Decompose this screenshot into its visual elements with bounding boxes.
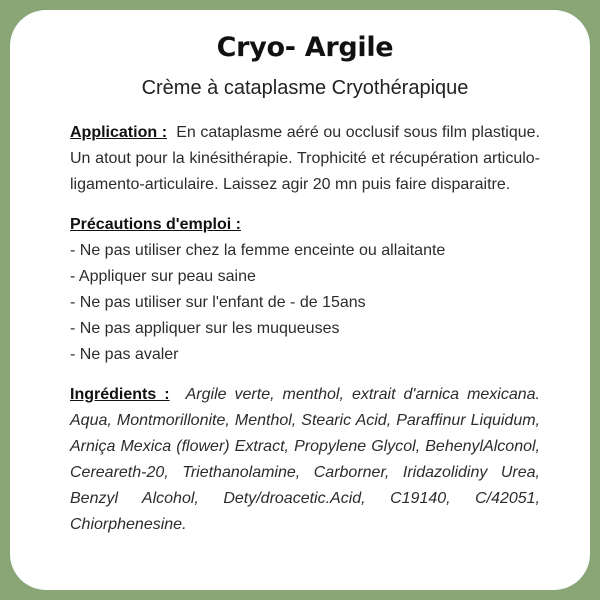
ingredients-text: Argile verte, menthol, extrait d'arnica mexicana. Aqua, Montmorillonite, Menthol, Stearic Acid, Paraffinur Liquidum, Arniça Mexica (flower) Extract, Propylene Glycol, BehenylAlconol, Cereareth-20, Triethanolamine, Carborner, Iridazolidiny Urea, Benzyl Alcohol, Dety/droacetic.Acid, C19140, C/42051, Chiorphenesine. [70,386,540,533]
application-label: Application : [70,124,168,141]
product-subtitle: Crème à cataplasme Cryothérapique [141,77,469,99]
list-item: - Ne pas utiliser sur l'enfant de - de 15ans [70,294,366,311]
ingredients-section [70,382,540,538]
application-text: En cataplasme aéré ou occlusif sous film plastique. Un atout pour la kinésithérapie. Trophicité et récupération articulo-ligamento-articulaire. Laissez agir 20 mn puis faire disparaitre. [70,124,541,193]
ingredients-paragraph [70,382,540,538]
precautions-heading: Précautions d'emploi : [70,216,241,233]
list-item: - Ne pas utiliser chez la femme enceinte ou allaitante [70,242,446,259]
product-card [10,10,590,590]
list-item: - Appliquer sur peau saine [70,268,256,285]
list-item: - Ne pas appliquer sur les muqueuses [70,320,340,337]
application-section [70,120,540,198]
ingredients-label: Ingrédients : [70,386,170,403]
list-item: - Ne pas avaler [70,346,179,363]
application-paragraph [70,120,540,198]
product-title: Cryo- Argile [216,32,394,63]
precautions-list [70,238,540,368]
precautions-section [70,212,540,368]
